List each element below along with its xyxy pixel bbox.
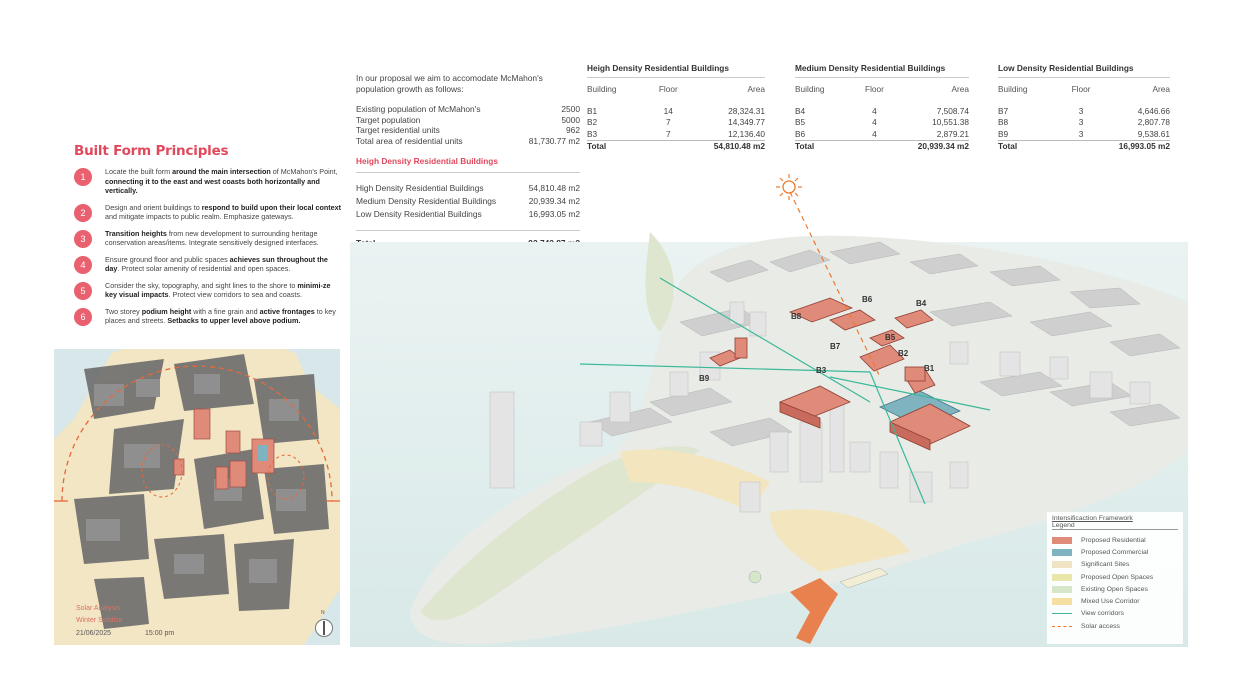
legend-item: View corridors (1052, 608, 1178, 620)
table-row: B4 4 7,508.74 (795, 106, 969, 116)
solstice-label: Winter Solstice (76, 617, 123, 624)
principle-text: Ensure ground floor and public spaces achieves sun throughout the day. Protect solar amenity of residential and open spaces. (105, 254, 328, 273)
building-label-b4: B4 (916, 299, 927, 308)
high-density-table: Heigh Density Residential Buildings Building Floor Area B1 14 28,324.31 B2 7 14,349.77 B3 7 12,136.40 Total 54,810.48 m2 (587, 63, 765, 152)
map-legend (1047, 512, 1183, 644)
legend-item: Proposed Open Spaces (1052, 571, 1178, 583)
solar-shadow-map (54, 349, 340, 645)
legend-swatch (1052, 598, 1072, 605)
principle-number-badge: 4 (74, 256, 92, 274)
low-density-table: Low Density Residential Buildings Building Floor Area B7 3 4,646.66 B8 3 2,807.78 B9 3 9,538.61 Total 16,993.05 m2 (998, 63, 1170, 152)
table-row: B5 4 10,551.38 (795, 117, 969, 128)
principle-text: Locate the built form around the main intersection of McMahon's Point, connecting it to the east and west coasts both horizontally and vertically. (105, 167, 338, 195)
table-header-row: Building Floor Area (587, 84, 765, 94)
principle-text: Design and orient buildings to respond to build upon their local context and mitigate impacts to public realm. Emphasize gateways. (105, 202, 342, 221)
legend-title: Intensificaction Framework (1052, 515, 1133, 522)
table-header-row: Building Floor Area (795, 84, 969, 94)
building-label-b2: B2 (898, 349, 909, 358)
legend-item: Proposed Residential (1052, 534, 1178, 546)
table-row: B2 7 14,349.77 (587, 117, 765, 128)
principle-number-badge: 3 (74, 230, 92, 248)
table-total-row: Total 54,810.48 m2 (587, 141, 765, 152)
principle-item (74, 307, 342, 326)
building-label-b1: B1 (924, 364, 935, 373)
stat-row: Medium Density Residential Buildings 20,939.34 m2 (356, 196, 580, 207)
principle-item (74, 255, 342, 274)
legend-swatch (1052, 561, 1072, 568)
principle-item (74, 167, 342, 196)
principle-text: Consider the sky, topography, and sight lines to the shore to minimi-ze key visual impacts. Protect view corridors to sea and coasts. (105, 280, 331, 299)
north-arrow-icon: N (315, 613, 333, 637)
stat-row: High Density Residential Buildings 54,810.48 m2 (356, 183, 580, 194)
principle-text: Transition heights from new development to surrounding heritage conservation areas/items. Integrate sensitively designed interfaces. (105, 228, 319, 247)
stat-row: Low Density Residential Buildings 16,993.05 m2 (356, 208, 580, 219)
medium-density-table: Medium Density Residential Buildings Building Floor Area B4 4 7,508.74 B5 4 10,551.38 B6 4 2,879.21 Total 20,939.34 m2 (795, 63, 969, 152)
legend-item: Proposed Commercial (1052, 546, 1178, 558)
building-label-b7: B7 (830, 342, 841, 351)
legend-item: Solar access (1052, 620, 1178, 632)
table-row: B3 7 12,136.40 (587, 128, 765, 139)
table-total-row: Total 16,993.05 m2 (998, 141, 1170, 152)
table-row: B6 4 2,879.21 (795, 128, 969, 139)
legend-item: Existing Open Spaces (1052, 583, 1178, 595)
legend-item: Significant Sites (1052, 559, 1178, 571)
principle-item (74, 229, 342, 248)
principle-number-badge: 6 (74, 308, 92, 326)
principle-number-badge: 1 (74, 168, 92, 186)
principle-text: Two storey podium height with a fine grain and active frontages to key places and streets. Setbacks to upper level above podium. (105, 306, 336, 325)
density-title: Heigh Density Residential Buildings (356, 156, 580, 173)
legend-subtitle: Legend (1052, 522, 1178, 530)
table-row: B7 3 4,646.66 (998, 106, 1170, 116)
building-label-b6: B6 (862, 295, 873, 304)
building-label-b8: B8 (791, 312, 802, 321)
table-row: B9 3 9,538.61 (998, 128, 1170, 139)
principle-item (74, 203, 342, 222)
table-header-row: Building Floor Area (998, 84, 1170, 94)
principles-list (74, 167, 342, 326)
solar-time: 15:00 pm (145, 630, 175, 637)
solar-label: Solar Analysis (76, 605, 120, 612)
principle-number-badge: 5 (74, 282, 92, 300)
population-intro: In our proposal we aim to accomodate McMahon's population growth as follows: (356, 73, 543, 94)
table-row: B8 3 2,807.78 (998, 117, 1170, 128)
principles-title: Built Form Principles (74, 143, 229, 159)
legend-item: Mixed Use Corridor (1052, 595, 1178, 607)
building-label-b9: B9 (699, 374, 710, 383)
legend-swatch (1052, 586, 1072, 593)
legend-swatch (1052, 549, 1072, 556)
legend-line (1052, 626, 1072, 627)
table-total-row: Total 20,939.34 m2 (795, 141, 969, 152)
legend-items (1052, 534, 1178, 632)
table-row: B1 14 28,324.31 (587, 106, 765, 116)
building-label-b5: B5 (885, 333, 896, 342)
principles-panel (74, 143, 342, 333)
principle-item (74, 281, 342, 300)
sun-icon (776, 174, 802, 200)
stat-row: Total area of residential units 81,730.77 m2 (356, 135, 580, 146)
legend-swatch (1052, 537, 1072, 544)
stat-row: Target residential units 962 (356, 125, 580, 136)
solar-analysis-map (54, 349, 340, 645)
stat-row: Existing population of McMahon's 2500 (356, 104, 580, 114)
stat-row: Target population 5000 (356, 114, 580, 125)
building-label-b3: B3 (816, 366, 827, 375)
legend-line (1052, 613, 1072, 614)
principle-number-badge: 2 (74, 204, 92, 222)
population-rows (356, 104, 580, 146)
legend-swatch (1052, 574, 1072, 581)
solar-date: 21/06/2025 (76, 630, 112, 637)
